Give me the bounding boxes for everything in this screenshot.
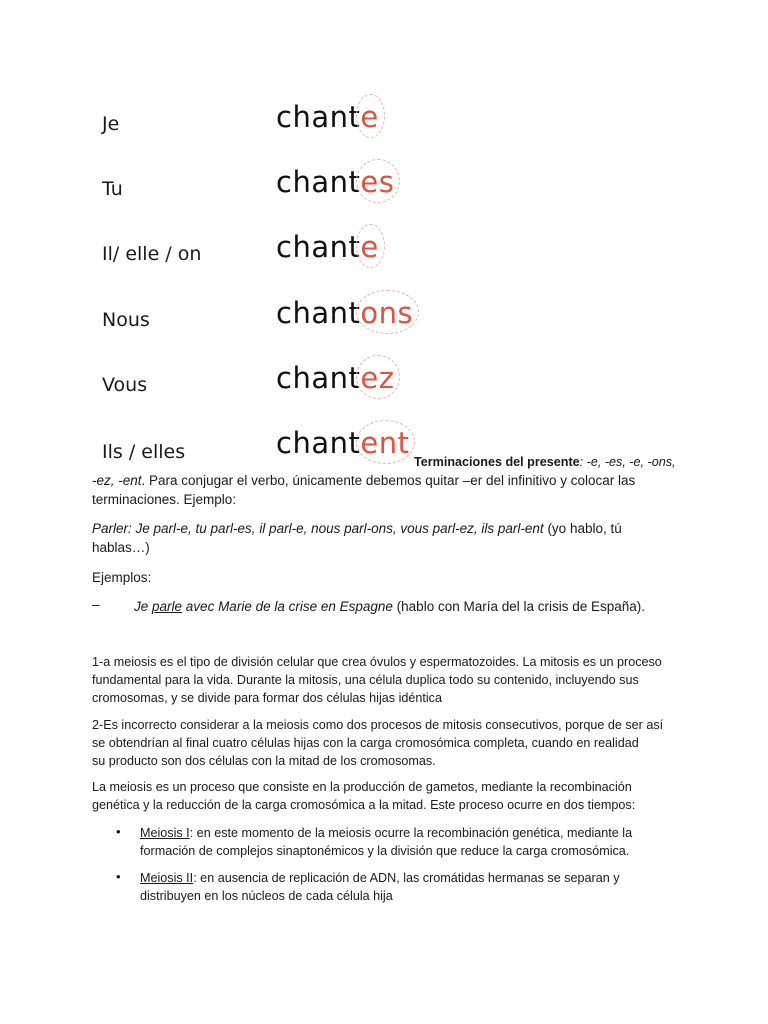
ejemplo-verb: parle [152,599,183,614]
answer-2-line1: 2-Es incorrecto considerar a la meiosis como dos procesos de mitosis consecutivos, porque de ser así [92,718,664,732]
verb-stem: chant [276,361,361,395]
parler-example-line2: hablas…) [92,540,150,555]
ejemplo-item [134,597,694,616]
verb-ending: e [360,100,379,134]
answer-1-line2: fundamental para la vida. Durante la mitosis, una célula duplica todo su contenido, incluyendo sus [92,673,639,687]
conjugation-row-vous [0,361,768,411]
parler-example-line1 [92,519,682,538]
dash-bullet: – [92,597,100,612]
parler-translation: (yo hablo, tú [543,521,622,536]
conjugation-row-tu [0,165,768,215]
conjugation-row-nous [0,296,768,346]
verb-stem: chant [276,230,361,264]
verb-stem: chant [276,296,361,330]
pronoun: Tu [102,178,123,200]
bullet-dot: • [116,869,121,884]
bullet-meiosis-1-line1 [140,824,660,842]
answer-3-line1: La meiosis es un proceso que consiste en la producción de gametos, mediante la recombinación [92,780,632,794]
terminaciones-line2 [92,471,682,490]
answer-2-line3: su producto son dos células con la mitad de los cromosomas. [92,754,436,768]
conjugation-row-je [0,100,768,150]
pronoun: Je [102,113,120,135]
verb-form [276,100,379,134]
bullet-dot: • [116,824,121,839]
answer-3-line2: genética y la reducción de la carga cromosómica a la mitad. Este proceso ocurre en dos tiempos: [92,798,636,812]
ejemplos-heading: Ejemplos: [92,570,152,585]
parler-conjugation: Parler: Je parl-e, tu parl-es, il parl-e, nous parl-ons, vous parl-ez, ils parl-ent [92,521,544,536]
terminaciones-label: Terminaciones del presente [414,455,580,469]
verb-ending: ent [360,426,410,460]
verb-ending: es [360,165,395,199]
verb-form [276,230,379,264]
bullet-meiosis-2-line1 [140,869,660,887]
conjugation-row-il [0,230,768,280]
verb-stem: chant [276,100,361,134]
meiosis-1-text: : en este momento de la meiosis ocurre la recombinación genética, mediante la [189,826,633,840]
pronoun: Nous [102,309,150,331]
verb-stem: chant [276,165,361,199]
answer-1-line1: 1-a meiosis es el tipo de división celular que crea óvulos y espermatozoides. La mitosis es un proceso [92,655,662,669]
answer-1-line3: cromosomas, y se divide para formar dos células hijas idéntica [92,691,442,705]
terminaciones-endings: : -e, -es, -e, -ons, [579,455,676,469]
answer-2-line2: se obtendrían al final cuatro células hijas con la carga cromosómica completa, cuando en realidad [92,736,639,750]
verb-ending: e [360,230,379,264]
ejemplo-sentence: avec Marie de la crise en Espagne [182,599,393,614]
verb-ending: ons [360,296,414,330]
meiosis-2-title: Meiosis II [140,871,194,885]
verb-form [276,361,394,395]
terminaciones-line3: terminaciones. Ejemplo: [92,492,237,507]
verb-stem: chant [276,426,361,460]
verb-ending: ez [360,361,395,395]
verb-form [276,426,409,460]
verb-form [276,165,394,199]
meiosis-2-text: : en ausencia de replicación de ADN, las cromátidas hermanas se separan y [193,871,620,885]
bullet-meiosis-1-line2: formación de complejos sinaptonémicos y la división que reduce la carga cromosómica. [140,844,630,858]
meiosis-1-title: Meiosis I [140,826,190,840]
bullet-meiosis-2-line2: distribuyen en los núcleos de cada célula hija [140,889,393,903]
verb-form [276,296,413,330]
terminaciones-line1 [414,453,714,471]
pronoun: Vous [102,374,148,396]
ejemplo-subject: Je [134,599,153,614]
ejemplo-translation: (hablo con María del la crisis de España). [392,599,646,614]
terminaciones-text: . Para conjugar el verbo, únicamente debemos quitar –er del infinitivo y colocar las [141,473,636,488]
pronoun: Ils / elles [102,441,186,463]
terminaciones-endings-cont: -ez, -ent [92,473,142,488]
pronoun: Il/ elle / on [102,243,202,265]
